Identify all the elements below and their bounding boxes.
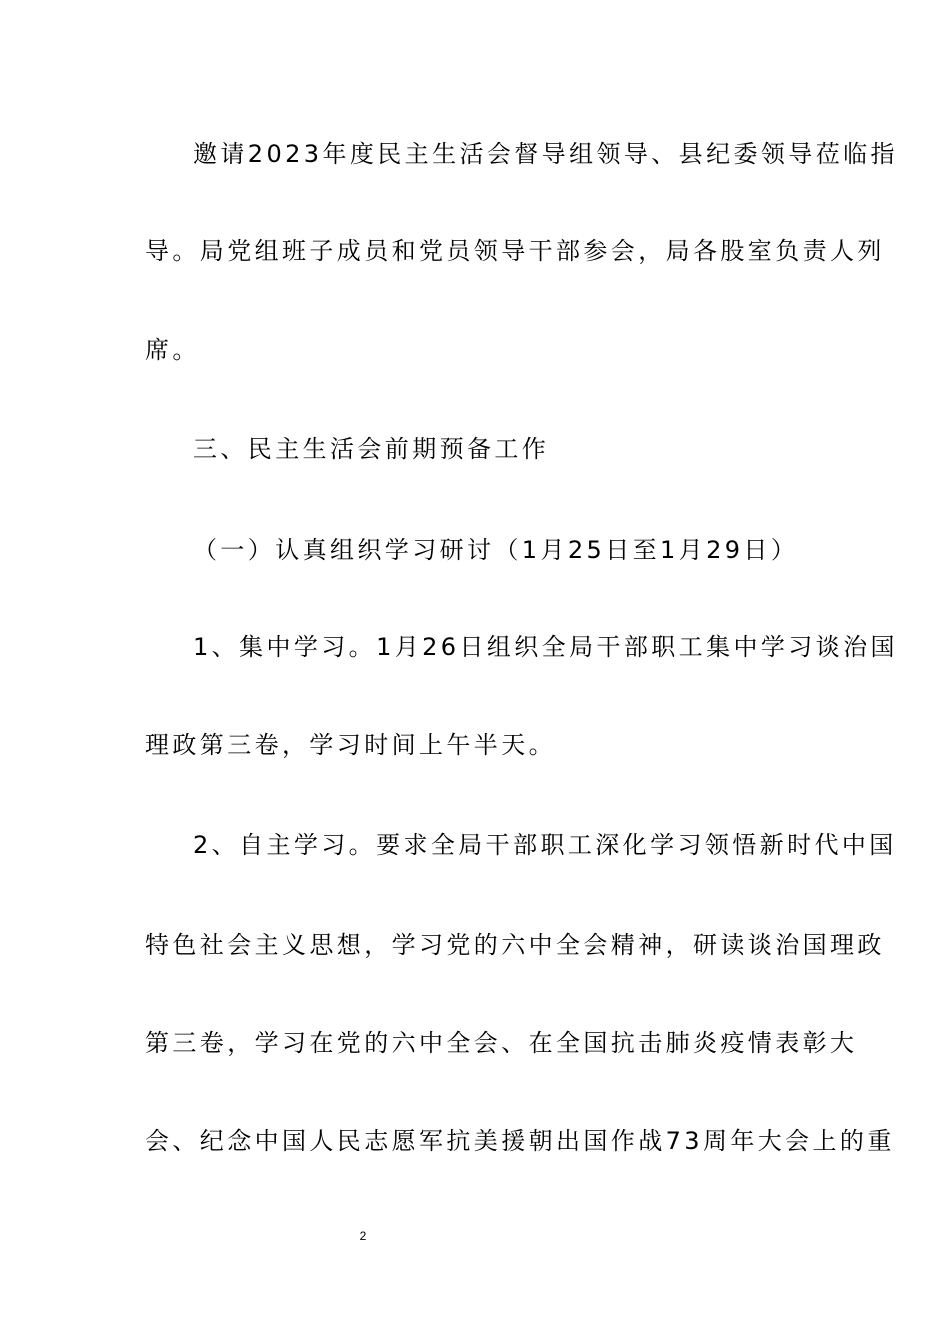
paragraph-line: 导。局党组班子成员和党员领导干部参会，局各股室负责人列 [145, 237, 885, 265]
paragraph-line: 1、集中学习。1月26日组织全局干部职工集中学习谈治国 [193, 633, 898, 661]
paragraph-line: 邀请2023年度民主生活会督导组领导、县纪委领导莅临指 [193, 140, 898, 168]
section-heading: 三、民主生活会前期预备工作 [193, 435, 550, 463]
page-number: 2 [359, 1229, 367, 1243]
paragraph-line: 席。 [145, 336, 200, 364]
paragraph-line: 特色社会主义思想，学习党的六中全会精神，研读谈治国理政 [145, 931, 885, 959]
paragraph-line: 2、自主学习。要求全局干部职工深化学习领悟新时代中国 [193, 831, 897, 859]
paragraph-line: 第三卷，学习在党的六中全会、在全国抗击肺炎疫情表彰大 [145, 1029, 858, 1057]
subsection-heading: （一）认真组织学习研讨（1月25日至1月29日） [193, 536, 799, 564]
paragraph-line: 会、纪念中国人民志愿军抗美援朝出国作战73周年大会上的重 [145, 1127, 895, 1155]
paragraph-line: 理政第三卷，学习时间上午半天。 [145, 731, 556, 759]
